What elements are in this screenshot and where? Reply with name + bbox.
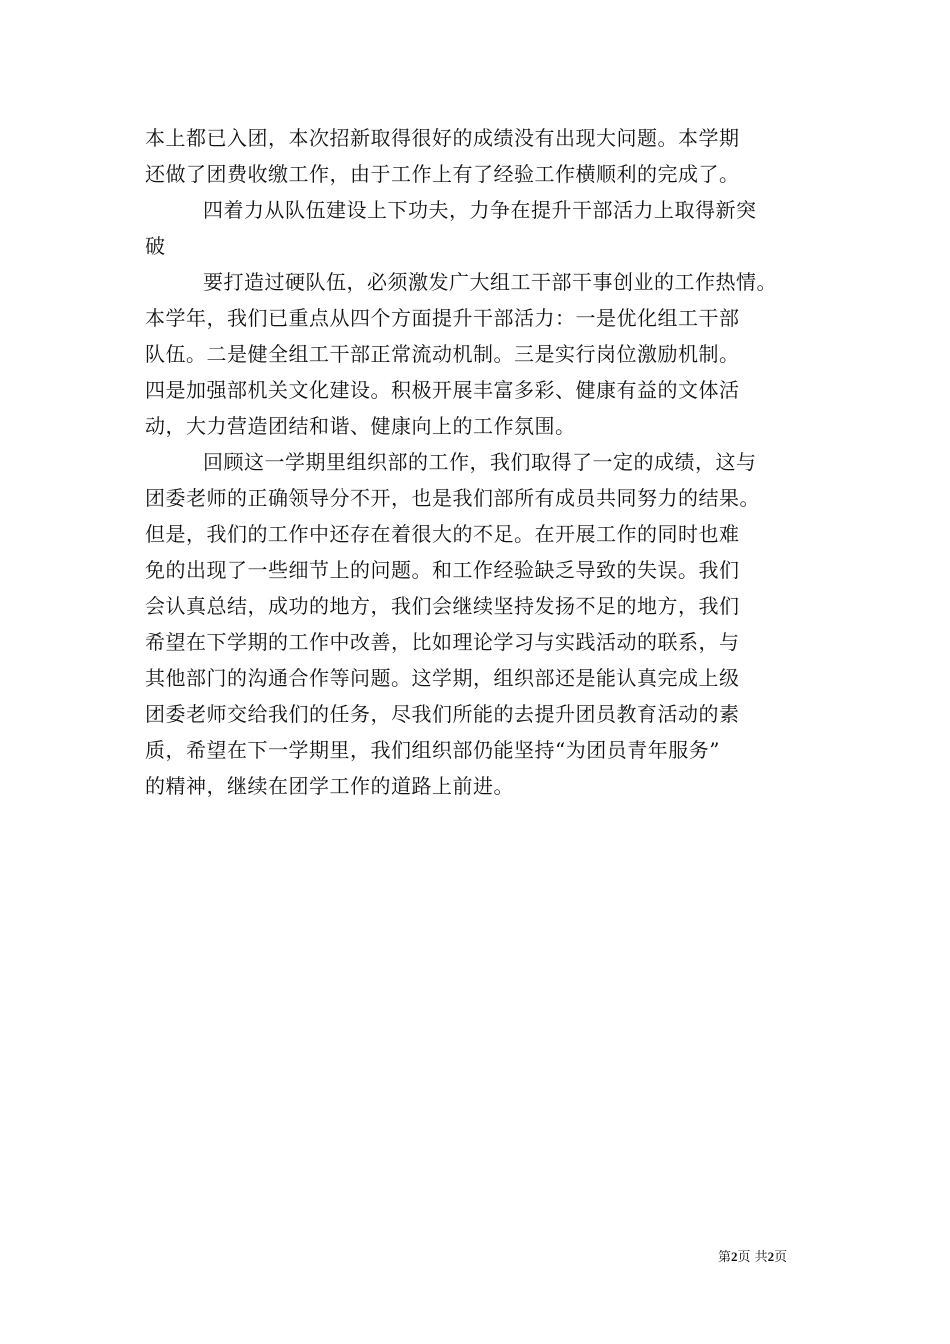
text-line: 免的出现了一些细节上的问题。和工作经验缺乏导致的失误。我们 [145, 558, 740, 582]
total-page-number: 2 [767, 1249, 775, 1264]
paragraph-start-line: 要打造过硬队伍，必须激发广大组工干部干事创业的工作热情。 [203, 270, 777, 294]
paragraph-start-line: 回顾这一学期里组织部的工作，我们取得了一定的成绩，这与 [203, 450, 757, 474]
body-text [145, 120, 845, 804]
text-line: 会认真总结，成功的地方，我们会继续坚持发扬不足的地方，我们 [145, 594, 740, 618]
text-line: 四是加强部机关文化建设。积极开展丰富多彩、健康有益的文体活 [145, 378, 740, 402]
text-line: 团委老师交给我们的任务，尽我们所能的去提升团员教育活动的素 [145, 702, 740, 726]
text-line: 本学年，我们已重点从四个方面提升干部活力：一是优化组工干部 [145, 306, 740, 330]
text-line: 希望在下学期的工作中改善，比如理论学习与实践活动的联系，与 [145, 630, 740, 654]
current-page-number: 2 [731, 1249, 738, 1264]
footer-suffix: 页 [774, 1250, 788, 1265]
footer-middle: 页 共 [737, 1250, 768, 1265]
text-line: 队伍。二是健全组工干部正常流动机制。三是实行岗位激励机制。 [145, 342, 740, 366]
text-line: 其他部门的沟通合作等问题。这学期，组织部还是能认真完成上级 [145, 666, 740, 690]
text-line: 但是，我们的工作中还存在着很大的不足。在开展工作的同时也难 [145, 522, 740, 546]
page-footer [718, 1248, 787, 1267]
text-line: 还做了团费收缴工作，由于工作上有了经验工作横顺利的完成了。 [145, 162, 740, 186]
text-line: 质，希望在下一学期里，我们组织部仍能坚持“为团员青年服务” [145, 738, 720, 762]
section-heading-line: 四着力从队伍建设上下功夫，力争在提升干部活力上取得新突 [203, 198, 757, 222]
text-line: 动，大力营造团结和谐、健康向上的工作氛围。 [145, 414, 576, 438]
footer-prefix: 第 [718, 1250, 732, 1265]
text-line: 团委老师的正确领导分不开，也是我们部所有成员共同努力的结果。 [145, 486, 760, 510]
section-heading-line: 破 [145, 234, 166, 258]
text-line: 的精神，继续在团学工作的道路上前进。 [145, 774, 514, 798]
text-line: 本上都已入团，本次招新取得很好的成绩没有出现大问题。本学期 [145, 126, 740, 150]
